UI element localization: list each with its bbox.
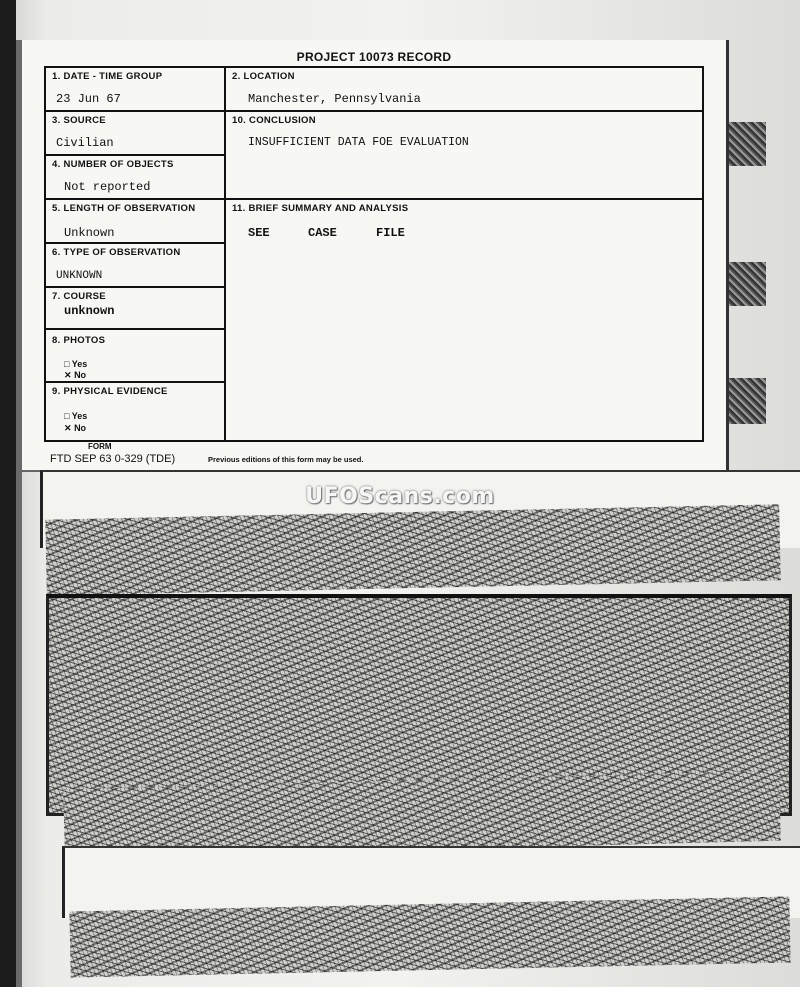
physical-evidence-no-label: No bbox=[74, 423, 87, 433]
type-of-observation-value: UNKNOWN bbox=[56, 270, 103, 282]
photos-label: 8. PHOTOS bbox=[52, 335, 106, 346]
side-tab bbox=[726, 262, 766, 306]
date-time-group-value: 23 Jun 67 bbox=[56, 92, 121, 106]
photos-yes-option bbox=[64, 359, 87, 369]
record-form bbox=[44, 66, 704, 442]
photos-cell bbox=[46, 330, 224, 381]
number-of-objects-cell bbox=[46, 156, 224, 198]
number-of-objects-label: 4. NUMBER OF OBJECTS bbox=[52, 159, 174, 170]
summary-word: FILE bbox=[376, 226, 405, 240]
card-title: PROJECT 10073 RECORD bbox=[296, 50, 452, 64]
photos-no-label: No bbox=[74, 370, 87, 380]
photos-yes-label: Yes bbox=[71, 359, 88, 369]
checkbox-empty-icon: □ bbox=[64, 359, 70, 369]
date-time-group-label: 1. DATE - TIME GROUP bbox=[52, 71, 163, 82]
type-of-observation-label: 6. TYPE OF OBSERVATION bbox=[52, 247, 181, 258]
checkbox-marked-icon: ✕ bbox=[64, 423, 72, 433]
location-value: Manchester, Pennsylvania bbox=[248, 92, 421, 106]
summary-word: CASE bbox=[308, 226, 337, 240]
course-value: unknown bbox=[64, 304, 115, 318]
physical-evidence-cell bbox=[46, 383, 224, 440]
form-id: FTD SEP 63 0-329 (TDE) bbox=[50, 453, 176, 465]
form-note: Previous editions of this form may be used. bbox=[208, 455, 364, 464]
photos-no-option bbox=[64, 370, 86, 381]
location-cell bbox=[226, 68, 702, 110]
source-label: 3. SOURCE bbox=[52, 115, 106, 126]
physical-evidence-no-option bbox=[64, 423, 86, 434]
watermark: UFOScans.com bbox=[305, 484, 495, 509]
course-label: 7. COURSE bbox=[52, 291, 106, 302]
type-of-observation-cell bbox=[46, 244, 224, 286]
source-value: Civilian bbox=[56, 136, 114, 150]
side-tab bbox=[726, 122, 766, 166]
location-label: 2. LOCATION bbox=[232, 71, 295, 82]
record-card bbox=[22, 40, 729, 472]
checkbox-empty-icon: □ bbox=[64, 411, 70, 421]
source-cell bbox=[46, 112, 224, 154]
conclusion-value: INSUFFICIENT DATA FOE EVALUATION bbox=[248, 136, 469, 149]
checkbox-marked-icon: ✕ bbox=[64, 370, 72, 380]
summary-label: 11. BRIEF SUMMARY AND ANALYSIS bbox=[232, 203, 409, 214]
form-word: FORM bbox=[88, 442, 112, 451]
course-cell bbox=[46, 288, 224, 328]
stacked-card-noise bbox=[45, 504, 780, 595]
length-of-observation-value: Unknown bbox=[64, 226, 115, 240]
length-of-observation-label: 5. LENGTH OF OBSERVATION bbox=[52, 203, 196, 214]
conclusion-label: 10. CONCLUSION bbox=[232, 115, 316, 126]
physical-evidence-label: 9. PHYSICAL EVIDENCE bbox=[52, 386, 168, 397]
side-tab bbox=[726, 378, 766, 424]
physical-evidence-yes-label: Yes bbox=[71, 411, 88, 421]
date-time-group-cell bbox=[46, 68, 224, 110]
number-of-objects-value: Not reported bbox=[64, 180, 151, 194]
length-of-observation-cell bbox=[46, 200, 224, 242]
summary-word: SEE bbox=[248, 226, 270, 240]
physical-evidence-yes-option bbox=[64, 411, 87, 421]
conclusion-cell bbox=[226, 112, 702, 198]
summary-cell bbox=[226, 200, 702, 440]
